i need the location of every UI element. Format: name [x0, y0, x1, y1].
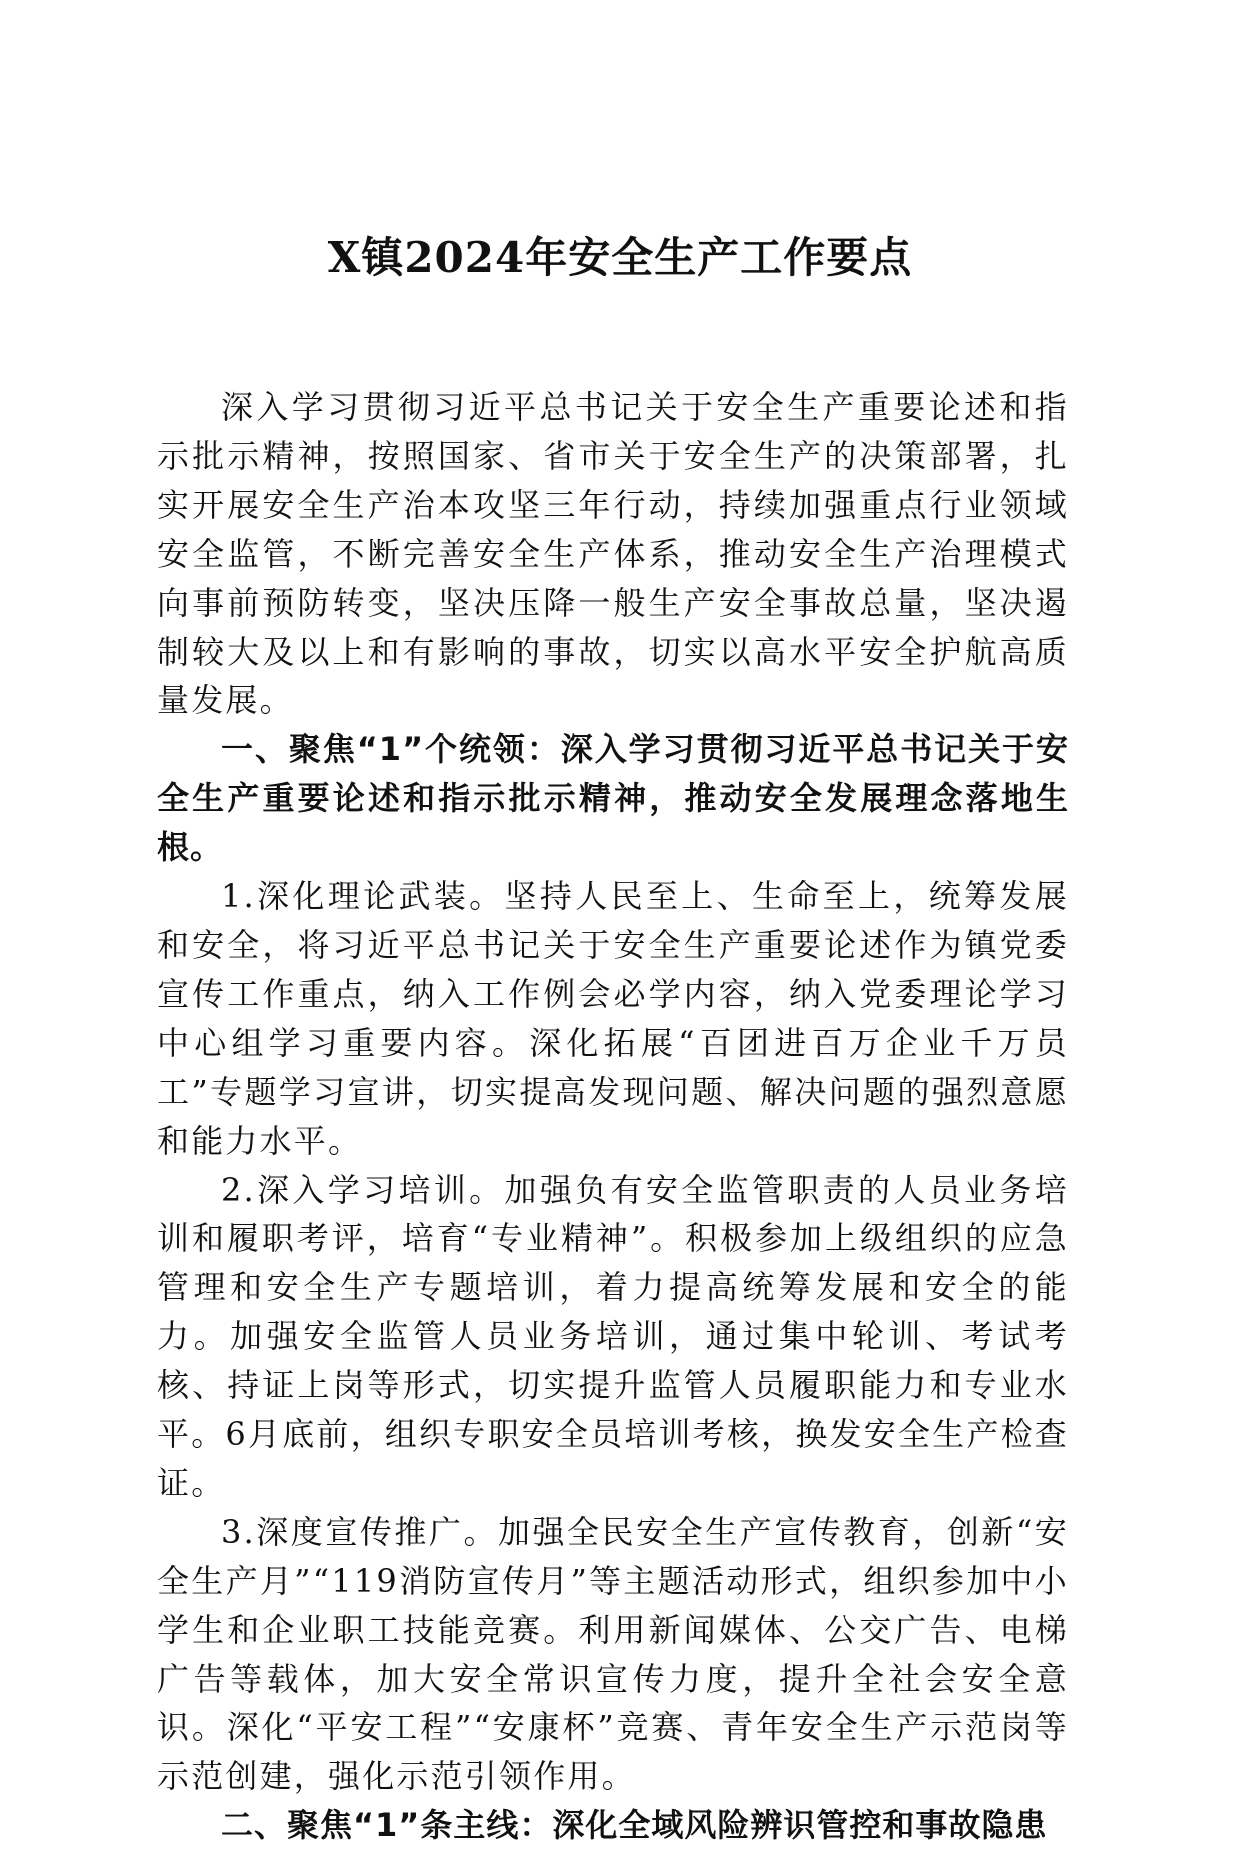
document-title: X镇2024年安全生产工作要点: [327, 233, 913, 282]
intro-paragraph: 深入学习贯彻习近平总书记关于安全生产重要论述和指示批示精神，按照国家、省市关于安全生产的决策部署，扎实开展安全生产治本攻坚三年行动，持续加强重点行业领域安全监管，不断完善安全生产体系，推动安全生产治理模式向事前预防转变，坚决压降一般生产安全事故总量，坚决遏制较大及以上和有影响的事故，切实以高水平安全护航高质量发展。: [157, 388, 1069, 720]
section-heading-1: 一、聚焦“1”个统领：深入学习贯彻习近平总书记关于安全生产重要论述和指示批示精神，推动安全发展理念落地生根。: [157, 730, 1069, 867]
document-body: [157, 383, 1069, 1850]
item-paragraph-1: 1.深化理论武装。坚持人民至上、生命至上，统筹发展和安全，将习近平总书记关于安全生产重要论述作为镇党委宣传工作重点，纳入工作例会必学内容，纳入党委理论学习中心组学习重要内容。深化拓展“百团进百万企业千万员工”专题学习宣讲，切实提高发现问题、解决问题的强烈意愿和能力水平。: [157, 877, 1069, 1160]
item-paragraph-3: 3.深度宣传推广。加强全民安全生产宣传教育，创新“安全生产月”“119消防宣传月”等主题活动形式，组织参加中小学生和企业职工技能竞赛。利用新闻媒体、公交广告、电梯广告等载体，加大安全常识宣传力度，提升全社会安全意识。深化“平安工程”“安康杯”竞赛、青年安全生产示范岗等示范创建，强化示范引领作用。: [157, 1512, 1069, 1796]
section-heading-2: 二、聚焦“1”条主线：深化全域风险辨识管控和事故隐患: [221, 1806, 1048, 1845]
item-paragraph-2: 2.深入学习培训。加强负有安全监管职责的人员业务培训和履职考评，培育“专业精神”。积极参加上级组织的应急管理和安全生产专题培训，着力提高统筹发展和安全的能力。加强安全监管人员业务培训，通过集中轮训、考试考核、持证上岗等形式，切实提升监管人员履职能力和专业水平。6月底前，组织专职安全员培训考核，换发安全生产检查证。: [157, 1170, 1069, 1502]
